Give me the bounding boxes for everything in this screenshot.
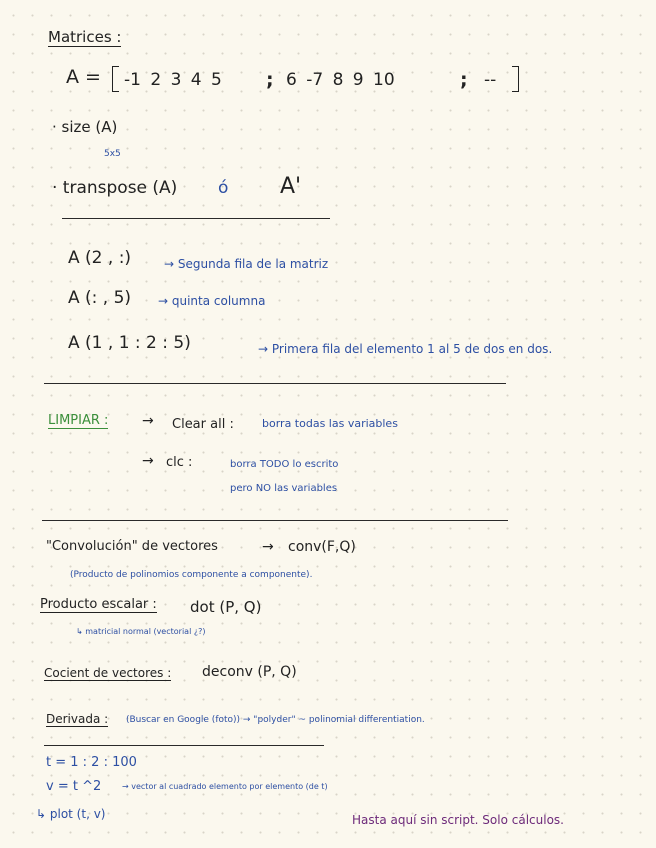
clear-all-description: borra todas las variables bbox=[262, 417, 398, 430]
matrix-definition-lhs: A = bbox=[66, 66, 101, 88]
divider bbox=[44, 383, 506, 384]
row-index-note: → Segunda fila de la matriz bbox=[164, 257, 329, 271]
row-separator: ; bbox=[266, 69, 274, 91]
derivative-label: Derivada : bbox=[46, 712, 109, 726]
limpiar-label: LIMPIAR : bbox=[48, 413, 109, 428]
derivative-note: (Buscar en Google (foto)) → "polyder" ~ polinomial differentiation. bbox=[126, 715, 425, 725]
range-index-note: → Primera fila del elemento 1 al 5 de dos en dos. bbox=[258, 342, 553, 356]
clc-command: clc : bbox=[166, 455, 193, 470]
clc-description-2: pero NO las variables bbox=[230, 483, 338, 494]
dot-product-label: Producto escalar : bbox=[40, 597, 157, 612]
transpose-or: ó bbox=[218, 178, 229, 198]
clear-all-command: Clear all : bbox=[172, 417, 234, 432]
clc-description: borra TODO lo escrito bbox=[230, 459, 339, 470]
convolution-note: (Producto de polinomios componente a componente). bbox=[70, 570, 313, 580]
conv-function: conv(F,Q) bbox=[288, 539, 356, 555]
size-function: · size (A) bbox=[52, 118, 118, 136]
footer-remark: Hasta aquí sin script. Solo cálculos. bbox=[352, 813, 564, 827]
left-bracket bbox=[112, 66, 119, 92]
arrow-icon: → bbox=[142, 453, 154, 469]
t-definition: t = 1 : 2 : 100 bbox=[46, 755, 137, 770]
dot-function: dot (P, Q) bbox=[190, 598, 262, 616]
divider bbox=[42, 520, 508, 521]
matrices-heading: Matrices : bbox=[48, 28, 122, 46]
divider bbox=[62, 218, 330, 219]
v-definition-note: → vector al cuadrado elemento por elemento (de t) bbox=[122, 782, 328, 791]
quotient-label: Cocient de vectores : bbox=[44, 666, 172, 680]
transpose-apostrophe: A' bbox=[280, 174, 302, 199]
col-index-note: → quinta columna bbox=[158, 294, 266, 308]
v-definition: v = t ^2 bbox=[46, 779, 102, 794]
divider bbox=[44, 745, 324, 746]
arrow-icon: → bbox=[142, 413, 154, 429]
col-index-expr: A (: , 5) bbox=[68, 288, 132, 308]
matrix-row-2: 6 -7 8 9 10 bbox=[286, 70, 395, 90]
right-bracket bbox=[512, 66, 519, 92]
dot-product-note: ↳ matricial normal (vectorial ¿?) bbox=[76, 627, 206, 636]
plot-command: ↳ plot (t, v) bbox=[36, 807, 106, 821]
size-result: 5x5 bbox=[104, 149, 121, 159]
convolution-label: "Convolución" de vectores bbox=[46, 539, 218, 554]
row-separator: ; bbox=[460, 69, 468, 91]
row-index-expr: A (2 , :) bbox=[68, 248, 132, 268]
arrow-icon: → bbox=[262, 539, 274, 555]
range-index-expr: A (1 , 1 : 2 : 5) bbox=[68, 333, 191, 353]
transpose-function: · transpose (A) bbox=[52, 178, 178, 198]
matrix-continuation: -- bbox=[484, 70, 497, 90]
deconv-function: deconv (P, Q) bbox=[202, 664, 297, 680]
matrix-row-1: -1 2 3 4 5 bbox=[124, 70, 222, 90]
